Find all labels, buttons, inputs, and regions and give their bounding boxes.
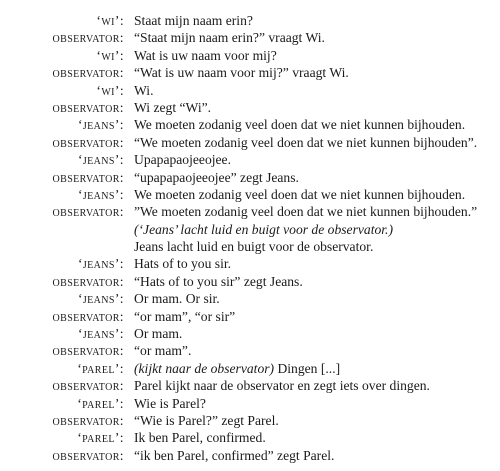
stage-direction-text: (‘Jeans’ lacht luid en buigt voor de observator.) [134,221,393,237]
dialog-text: Parel kijkt naar de observator en zegt iets over dingen. [134,378,430,394]
speaker-label: observator: [52,134,124,150]
script-line [0,377,500,394]
dialog-text [134,360,340,377]
stage-direction-inline: (kijkt naar de observator) [134,360,275,376]
dialog-text: “or mam”. [134,343,192,359]
dialog-text: Or mam. Or sir. [134,291,220,307]
speaker-label: ‘jeans’: [77,186,124,202]
dialog-text: “Staat mijn naam erin?” vraagt Wi. [134,30,325,46]
speaker-label: ‘parel’: [77,395,124,411]
speaker-label: observator: [52,343,124,359]
speaker-label: observator: [52,99,124,115]
script-line [0,186,500,203]
script-line [0,151,500,168]
script-line [0,29,500,46]
script-line [0,12,500,29]
script-line [0,429,500,446]
dialog-text: Ik ben Parel, confirmed. [134,430,266,446]
dialog-text: Or mam. [134,326,183,342]
speaker-label: observator: [52,273,124,289]
dialog-text: Wi zegt “Wi”. [134,99,212,115]
script-line [0,99,500,116]
dialog-text-rest: Dingen [...] [274,360,341,376]
dialog-text: Wie is Parel? [134,395,206,411]
script-line [0,203,500,220]
dialog-text: “Wat is uw naam voor mij?” vraagt Wi. [134,65,349,81]
dialog-text: Jeans lacht luid en buigt voor de observator. [134,239,374,255]
speaker-label: observator: [52,447,124,463]
speaker-label: observator: [52,169,124,185]
script-line [0,47,500,64]
speaker-label: observator: [52,65,124,81]
dialog-text: Hats of to you sir. [134,256,232,272]
dialog-text: Wi. [134,82,154,98]
script-line [0,134,500,151]
stage-direction-line [0,221,500,238]
dialog-text: “ik ben Parel, confirmed” zegt Parel. [134,447,335,463]
speaker-label: observator: [52,378,124,394]
script-line [0,238,500,255]
speaker-label: ‘wi’: [96,82,124,98]
dialog-text: “upapapaojeeojee” zegt Jeans. [134,169,299,185]
speaker-label: ‘jeans’: [77,152,124,168]
script-line [0,360,500,377]
dialog-text: “We moeten zodanig veel doen dat we niet kunnen bijhouden”. [134,134,478,150]
speaker-label: ‘jeans’: [77,256,124,272]
speaker-label: ‘wi’: [96,13,124,28]
dialog-text: Upapapaojeeojee. [134,152,231,168]
script-line [0,325,500,342]
dialog-text: Wat is uw naam voor mij? [134,47,277,63]
speaker-label: ‘parel’: [77,360,124,376]
script-line [0,169,500,186]
script-line [0,64,500,81]
speaker-label: observator: [52,204,124,220]
dialog-text: Staat mijn naam erin? [134,13,253,28]
dialog-text: “or mam”, “or sir” [134,308,236,324]
script-line [0,308,500,325]
script-line [0,290,500,307]
script-line [0,273,500,290]
script-line [0,447,500,464]
dialog-text: We moeten zodanig veel doen dat we niet kunnen bijhouden. [134,117,466,133]
dialog-text: We moeten zodanig veel doen dat we niet kunnen bijhouden. [134,186,466,202]
speaker-label: observator: [52,412,124,428]
dialog-text: “Wie is Parel?” zegt Parel. [134,412,279,428]
script-line [0,116,500,133]
dialog-text: ”We moeten zodanig veel doen dat we niet kunnen bijhouden.” [134,204,478,220]
speaker-label: observator: [52,30,124,46]
speaker-label: ‘wi’: [96,47,124,63]
speaker-label: ‘jeans’: [77,117,124,133]
script-line [0,255,500,272]
script-line [0,342,500,359]
speaker-label: ‘jeans’: [77,326,124,342]
speaker-label: observator: [52,308,124,324]
speaker-label: ‘parel’: [77,430,124,446]
speaker-label: ‘jeans’: [77,291,124,307]
script-line [0,412,500,429]
script-line [0,82,500,99]
dialog-text: “Hats of to you sir” zegt Jeans. [134,273,303,289]
script-line [0,395,500,412]
